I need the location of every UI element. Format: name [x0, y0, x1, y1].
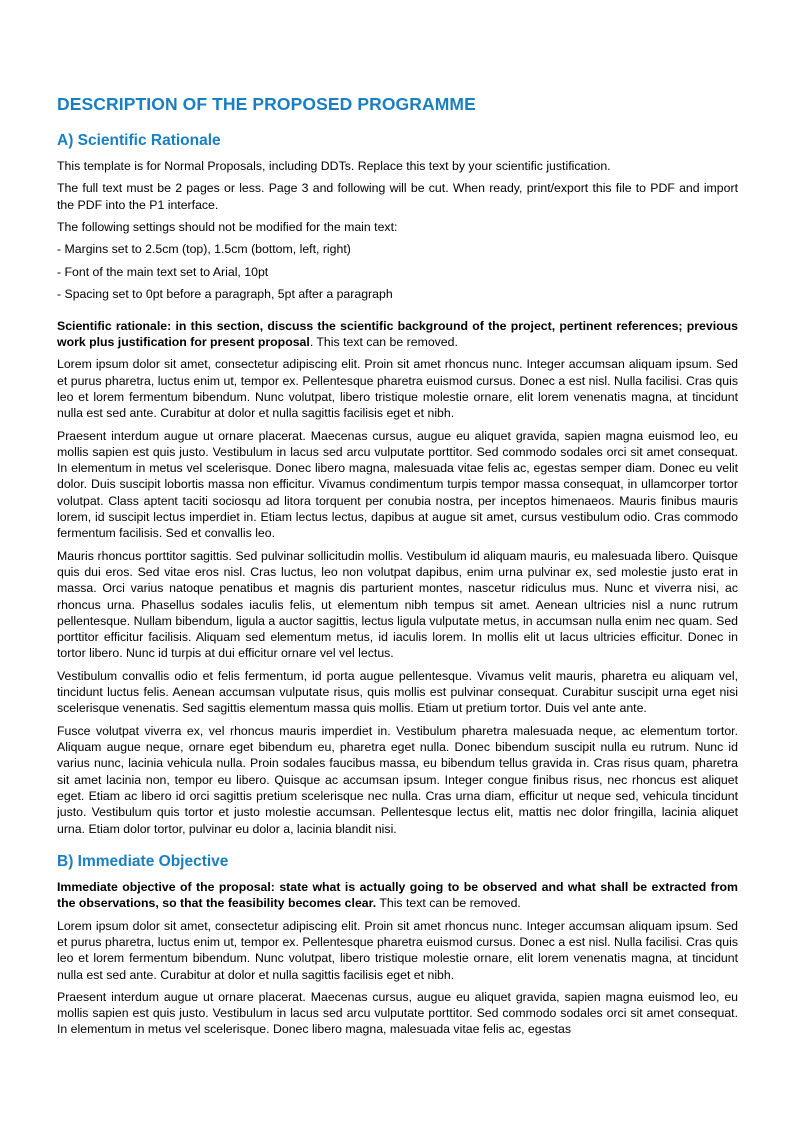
- body-paragraph: Praesent interdum augue ut ornare placerat. Maecenas cursus, augue eu aliquet gravida, sapien magna euismod leo, eu mollis sapien est quis justo. Vestibulum in lacus sed arcu vulputate porttitor. Sed commodo sodales orci sit amet consequat. In elementum in metus vel scelerisque. Donec libero magna, malesuada vitae felis ac, egestas: [57, 989, 738, 1037]
- settings-list-item: - Font of the main text set to Arial, 10pt: [57, 264, 269, 279]
- intro-paragraph: This template is for Normal Proposals, including DDTs. Replace this text by your scientific justification.: [57, 159, 611, 173]
- section-a-instruction: [57, 318, 738, 351]
- section-a-heading: A) Scientific Rationale: [57, 132, 221, 149]
- body-paragraph: Fusce volutpat viverra ex, vel rhoncus mauris imperdiet in. Vestibulum pharetra malesuada neque, ac elementum tortor. Aliquam augue neque, ornare eget bibendum eu, pharetra eget nulla. Donec bibendum suscipit nulla eu rutrum. Nunc id varius nunc, lacinia vehicula nulla. Proin sodales faucibus massa, eu bibendum tellus gravida in. Cras risus quam, pharetra sit amet lacinia non, tempor eu libero. Quisque ac accumsan ipsum. Integer congue finibus risus, nec rhoncus est aliquet eget. Etiam ac libero id orci sagittis pretium scelerisque nec nulla. Cras urna diam, efficitur ut neque sed, vehicula tincidunt justo. Vestibulum quis tortor et justo molestie accumsan. Pellentesque lectus elit, mattis nec dolor fringilla, lacinia aliquet urna. Etiam dolor tortor, pulvinar eu dolor a, lacinia blandit nisi.: [57, 723, 738, 836]
- section-b-instruction: [57, 879, 738, 912]
- body-paragraph: Mauris rhoncus porttitor sagittis. Sed pulvinar sollicitudin mollis. Vestibulum id aliquam mauris, eu malesuada libero. Quisque quis dui eros. Sed vitae eros nisl. Cras luctus, leo non volutpat dapibus, enim urna pulvinar ex, sed molestie justo erat in massa. Orci varius natoque penatibus et magnis dis parturient montes, nascetur ridiculus mus. Nunc et viverra nisi, ac rhoncus urna. Phasellus sodales iaculis felis, ut elementum nibh tempus sit amet. Aenean ultricies nisl a nunc rutrum pellentesque. Nullam bibendum, ligula a auctor sagittis, lectus ligula vulputate metus, in accumsan nulla enim nec quam. Sed porttitor efficitur facilisis. Aliquam sed elementum metus, id iaculis lorem. In mollis elit ut lacus ultricies efficitur. Donec in tortor libero. Nunc id turpis at dui efficitur ornare vel vel lectus.: [57, 548, 738, 661]
- intro-paragraph: The following settings should not be modified for the main text:: [57, 220, 398, 235]
- page-title: DESCRIPTION OF THE PROPOSED PROGRAMME: [57, 94, 476, 114]
- proposal-page: [57, 94, 738, 1123]
- body-paragraph: Vestibulum convallis odio et felis fermentum, id porta augue pellentesque. Vivamus velit mauris, pharetra eu aliquam vel, tincidunt luctus felis. Aenean accumsan vulputate risus, quis mollis est pulvinar consequat. Curabitur suscipit urna eget nisi scelerisque venenatis. Sed sagittis elementum massa quis mollis. Etiam ut pretium tortor. Duis vel ante ante.: [57, 668, 738, 716]
- section-a-instruction-note: . This text can be removed.: [309, 334, 458, 349]
- section-immediate-objective: [57, 852, 738, 1038]
- section-b-instruction-note: This text can be removed.: [376, 896, 521, 911]
- section-scientific-rationale: [57, 131, 738, 837]
- section-a-instruction-bold: Scientific rationale: in this section, discuss the scientific background of the project, pertinent references; previous work plus justification for present proposal: [57, 318, 738, 349]
- section-b-heading: B) Immediate Objective: [57, 852, 229, 870]
- body-paragraph: Praesent interdum augue ut ornare placerat. Maecenas cursus, augue eu aliquet gravida, sapien magna euismod leo, eu mollis sapien est quis justo. Vestibulum in lacus sed arcu vulputate porttitor. Sed commodo sodales orci sit amet consequat. In elementum in metus vel scelerisque. Donec libero magna, malesuada vitae felis ac, egestas semper diam. Donec eu velit dolor. Duis suscipit lobortis massa non efficitur. Vivamus condimentum turpis tempor massa consequat, in ullamcorper tortor volutpat. Class aptent taciti sociosqu ad litora torquent per conubia nostra, per inceptos himenaeos. Mauris finibus mauris lorem, id suscipit lectus imperdiet in. Etiam lectus lectus, dapibus at augue sit amet, cursus vestibulum odio. Cras commodo fermentum facilisis. Sed et convallis leo.: [57, 428, 738, 541]
- body-paragraph: Lorem ipsum dolor sit amet, consectetur adipiscing elit. Proin sit amet rhoncus nunc. Integer accumsan aliquam ipsum. Sed et purus pharetra, luctus enim ut, tempor ex. Pellentesque pharetra euismod cursus. Donec a est nisl. Nulla facilisi. Cras quis leo et lorem fermentum bibendum. Nunc volutpat, libero tristique molestie ornare, elit lorem venenatis magna, at tincidunt nulla est sed ante. Curabitur at dolor et nulla sagittis facilisis eget et nibh.: [57, 918, 738, 982]
- settings-list-item: - Spacing set to 0pt before a paragraph, 5pt after a paragraph: [57, 287, 393, 302]
- section-b-instruction-bold: Immediate objective of the proposal: state what is actually going to be observed and what shall be extracted from the observations, so that the feasibility becomes clear.: [57, 879, 738, 911]
- settings-list-item: - Margins set to 2.5cm (top), 1.5cm (bottom, left, right): [57, 242, 351, 257]
- intro-paragraph: The full text must be 2 pages or less. Page 3 and following will be cut. When ready, print/export this file to PDF and import the PDF into the P1 interface.: [57, 181, 738, 212]
- body-paragraph: Lorem ipsum dolor sit amet, consectetur adipiscing elit. Proin sit amet rhoncus nunc. Integer accumsan aliquam ipsum. Sed et purus pharetra, luctus enim ut, tempor ex. Pellentesque pharetra euismod cursus. Donec a est nisl. Nulla facilisi. Cras quis leo et lorem fermentum bibendum. Nunc volutpat, libero tristique molestie ornare, elit lorem venenatis magna, at tincidunt nulla est sed ante. Curabitur at dolor et nulla sagittis facilisis eget et nibh.: [57, 357, 738, 421]
